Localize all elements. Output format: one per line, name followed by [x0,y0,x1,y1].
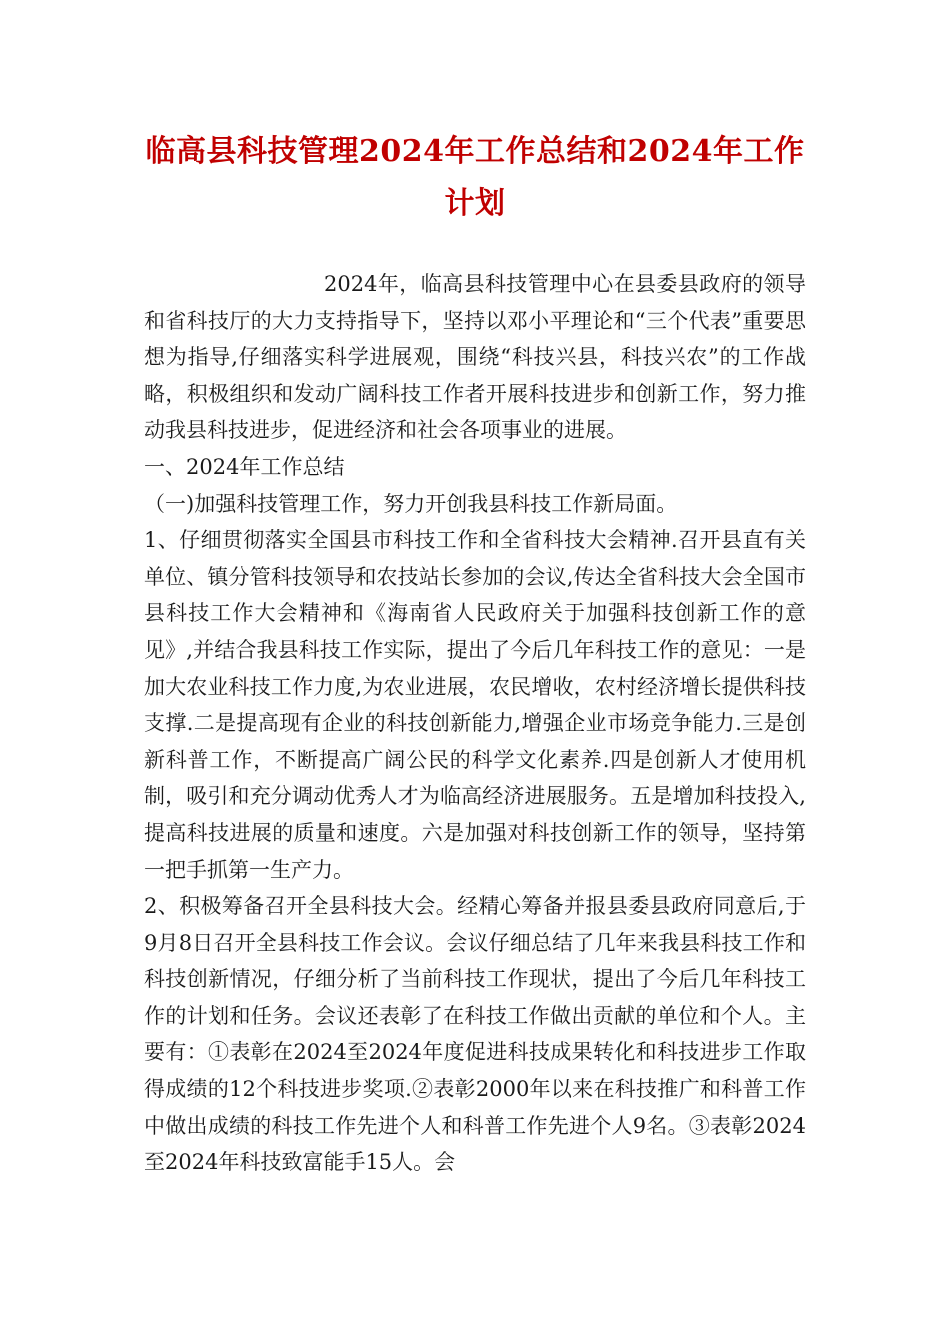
document-body [144,266,806,1181]
title-line-1: 临高县科技管理2024年工作总结和2024年工作 [145,134,805,169]
subsection-heading: （一)加强科技管理工作，努力开创我县科技工作新局面。 [144,491,678,516]
body-paragraph-2: 2、积极筹备召开全县科技大会。经精心筹备并报县委县政府同意后,于9月8日召开全县科技工作会议。会议仔细总结了几年来我县科技工作和科技创新情况，仔细分析了当前科技工作现状，提出了今后几年科技工作的计划和任务。会议还表彰了在科技工作做出贡献的单位和个人。主要有：①表彰在2024至2024年度促进科技成果转化和科技进步工作取得成绩的12个科技进步奖项.②表彰2000年以来在科技推广和科普工作中做出成绩的科技工作先进个人和科普工作先进个人9名。③表彰2024至2024年科技致富能手15人。会 [144,894,806,1175]
body-paragraph-1: 1、仔细贯彻落实全国县市科技工作和全省科技大会精神.召开县直有关单位、镇分管科技领导和农技站长参加的会议,传达全省科技大会全国市县科技工作大会精神和《海南省人民政府关于加强科技创新工作的意见》,并结合我县科技工作实际，提出了今后几年科技工作的意见：一是加大农业科技工作力度,为农业进展，农民增收，农村经济增长提供科技支撑.二是提高现有企业的科技创新能力,增强企业市场竞争能力.三是创新科普工作，不断提高广阔公民的科学文化素养.四是创新人才使用机制，吸引和充分调动优秀人才为临高经济进展服务。五是增加科技投入,提高科技进展的质量和速度。六是加强对科技创新工作的领导，坚持第一把手抓第一生产力。 [144,528,806,882]
title-line-2: 计划 [444,186,506,221]
document-title [144,126,806,230]
section-heading: 一、2024年工作总结 [144,454,345,479]
intro-paragraph: 2024年，临高县科技管理中心在县委县政府的领导和省科技厅的大力支持指导下，坚持以邓小平理论和“三个代表”重要思想为指导,仔细落实科学进展观，围绕“科技兴县，科技兴农”的工作战略，积极组织和发动广阔科技工作者开展科技进步和创新工作，努力推动我县科技进步，促进经济和社会各项事业的进展。 [144,272,806,443]
